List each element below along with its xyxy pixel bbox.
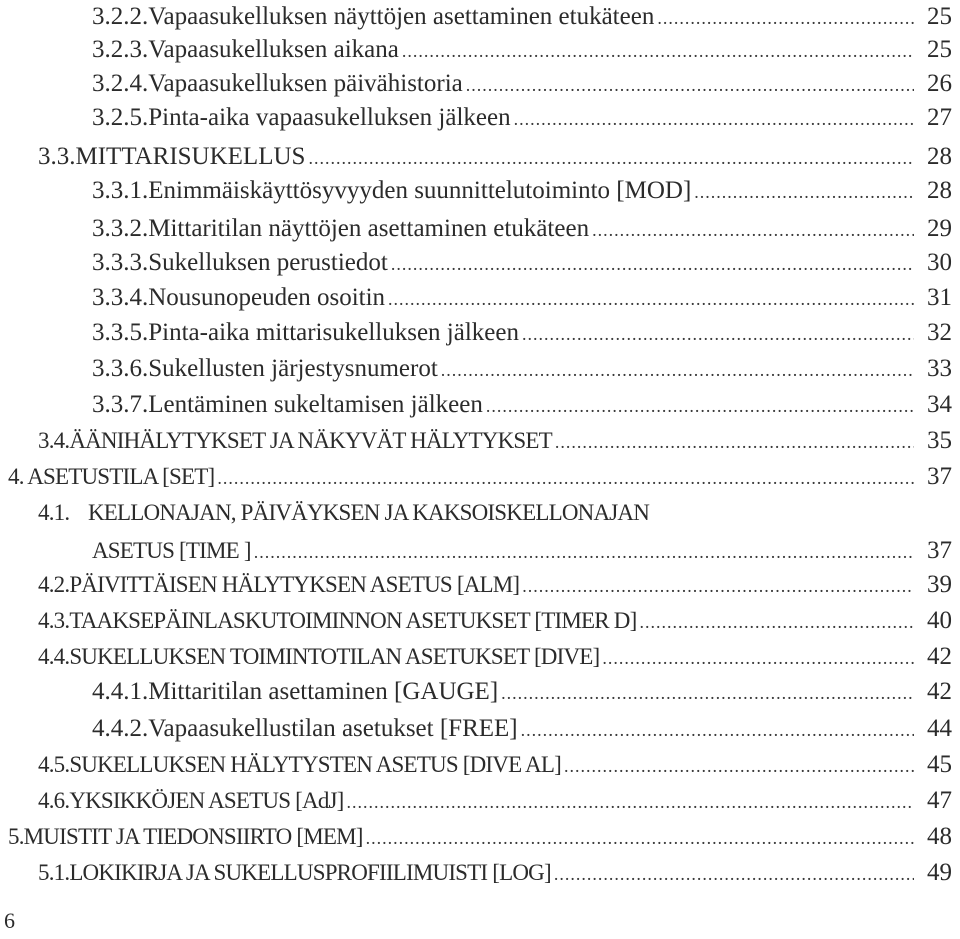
toc-entry xyxy=(38,640,952,674)
toc-entry-number: 4.1. xyxy=(38,500,70,525)
dot-leader xyxy=(501,676,914,710)
dot-leader xyxy=(602,641,914,675)
toc-entry xyxy=(8,460,952,494)
toc-entry-page: 37 xyxy=(927,537,952,564)
toc-entry-number: 4.5. xyxy=(38,752,70,777)
toc-entry xyxy=(92,388,952,422)
toc-entry-page: 44 xyxy=(927,715,952,742)
page-number: 6 xyxy=(4,908,15,933)
toc-entry xyxy=(92,534,952,568)
toc-entry-title: Vapaasukellustilan asetukset [FREE] xyxy=(148,715,518,742)
dot-leader xyxy=(514,102,914,136)
toc-entry-number: 4.2. xyxy=(38,572,70,597)
toc-entry xyxy=(92,246,952,280)
toc-entry-page: 25 xyxy=(927,3,952,30)
toc-entry xyxy=(92,316,952,350)
toc-entry xyxy=(92,212,952,246)
toc-entry-page: 49 xyxy=(927,859,952,886)
toc-entry-title: Lentäminen sukeltamisen jälkeen xyxy=(148,391,483,418)
toc-entry-title: Vapaasukelluksen näyttöjen asettaminen etukäteen xyxy=(148,3,655,30)
toc-entry xyxy=(92,675,952,709)
toc-entry xyxy=(38,856,952,890)
dot-leader xyxy=(388,282,914,316)
toc-entry-page: 42 xyxy=(927,643,952,670)
toc-entry-number: 3.2.2. xyxy=(92,3,149,30)
toc-entry-page: 34 xyxy=(927,391,952,418)
toc-entry-title: SUKELLUKSEN HÄLYTYSTEN ASETUS [DIVE AL] xyxy=(69,752,561,777)
toc-entry-number: 3.3.7. xyxy=(92,391,149,418)
dot-leader xyxy=(402,34,914,68)
toc-entry xyxy=(38,604,952,638)
toc-entry-number: 4.4.1. xyxy=(92,678,149,705)
dot-leader xyxy=(639,605,914,639)
toc-entry-title: Sukelluksen perustiedot xyxy=(148,249,388,276)
toc-entry-page: 29 xyxy=(927,215,952,242)
toc-entry xyxy=(92,281,952,315)
toc-entry-number: 3.3.1. xyxy=(92,177,149,204)
toc-entry-title: ASETUS [TIME ] xyxy=(92,538,251,563)
toc-entry-title: TAAKSEPÄINLASKUTOIMINNON ASETUKSET [TIMER D] xyxy=(69,608,637,633)
dot-leader xyxy=(592,213,914,247)
toc-entry-page: 26 xyxy=(927,70,952,97)
toc-entry-title: MITTARISUKELLUS xyxy=(75,143,306,170)
toc-entry-title: ASETUSTILA [SET] xyxy=(27,464,215,489)
dot-leader xyxy=(347,785,914,819)
toc-entry-title: PÄIVITTÄISEN HÄLYTYKSEN ASETUS [ALM] xyxy=(69,572,520,597)
toc-entry-title: ÄÄNIHÄLYTYKSET JA NÄKYVÄT HÄLYTYKSET xyxy=(69,428,552,453)
toc-entry-number: 4.4. xyxy=(38,644,70,669)
toc-entry-title: KELLONAJAN, PÄIVÄYKSEN JA KAKSOISKELLONAJAN xyxy=(88,500,650,525)
toc-entry-number: 4.3. xyxy=(38,608,70,633)
toc-entry xyxy=(92,101,952,135)
toc-entry-title: MUISTIT JA TIEDONSIIRTO [MEM] xyxy=(23,824,363,849)
dot-leader xyxy=(254,535,914,569)
dot-leader xyxy=(308,141,914,175)
toc-entry xyxy=(92,352,952,386)
toc-entry-number: 3.3.6. xyxy=(92,355,149,382)
dot-leader xyxy=(522,569,914,603)
toc-entry xyxy=(38,496,952,530)
toc-entry-page: 25 xyxy=(927,36,952,63)
toc-entry-number: 3.3.3. xyxy=(92,249,149,276)
toc-entry xyxy=(92,174,952,208)
toc-entry-page: 47 xyxy=(927,787,952,814)
toc-entry-page: 42 xyxy=(927,678,952,705)
toc-entry-page: 39 xyxy=(927,571,952,598)
toc-entry xyxy=(38,748,952,782)
toc-entry-number: 3.3.2. xyxy=(92,215,149,242)
dot-leader xyxy=(366,821,914,855)
toc-entry-title: SUKELLUKSEN TOIMINTOTILAN ASETUKSET [DIVE] xyxy=(69,644,600,669)
dot-leader xyxy=(555,425,914,459)
toc-entry-number: 3.3.4. xyxy=(92,284,149,311)
toc-entry-title: Sukellusten järjestysnumerot xyxy=(148,355,438,382)
dot-leader xyxy=(694,175,914,209)
toc-entry xyxy=(92,712,952,746)
toc-entry-number: 4.6. xyxy=(38,788,70,813)
toc-entry-title: Mittaritilan asettaminen [GAUGE] xyxy=(148,678,499,705)
toc-entry-page: 37 xyxy=(927,463,952,490)
toc-entry-title: Pinta-aika mittarisukelluksen jälkeen xyxy=(148,319,519,346)
toc-entry xyxy=(38,424,952,458)
toc-entry-page: 30 xyxy=(927,249,952,276)
dot-leader xyxy=(554,857,914,891)
toc-entry-page: 45 xyxy=(927,751,952,778)
toc-entry-number: 3.3. xyxy=(38,143,76,170)
toc-entry-number: 4.4.2. xyxy=(92,715,149,742)
toc-entry-number: 3.2.4. xyxy=(92,70,149,97)
toc-entry xyxy=(92,0,952,34)
toc-entry-title: Vapaasukelluksen päivähistoria xyxy=(148,70,463,97)
dot-leader xyxy=(391,247,914,281)
toc-entry xyxy=(92,67,952,101)
toc-entry-number: 3.4. xyxy=(38,428,70,453)
toc-entry-title: Pinta-aika vapaasukelluksen jälkeen xyxy=(148,104,511,131)
toc-entry xyxy=(38,568,952,602)
toc-entry xyxy=(92,33,952,67)
toc-entry xyxy=(38,140,952,174)
toc-entry-page: 28 xyxy=(927,177,952,204)
toc-entry-page: 28 xyxy=(927,143,952,170)
toc-entry-page: 31 xyxy=(927,284,952,311)
toc-entry xyxy=(38,784,952,818)
dot-leader xyxy=(441,353,914,387)
toc-entry-title: Enimmäiskäyttösyvyyden suunnittelutoiminto [MOD] xyxy=(148,177,692,204)
dot-leader xyxy=(522,317,914,351)
toc-entry-title: Vapaasukelluksen aikana xyxy=(148,36,399,63)
toc-entry-page: 48 xyxy=(927,823,952,850)
dot-leader xyxy=(217,461,914,495)
dot-leader xyxy=(564,749,914,783)
dot-leader xyxy=(486,389,914,423)
toc-entry-page: 27 xyxy=(927,104,952,131)
dot-leader xyxy=(466,68,914,102)
toc-entry-page: 32 xyxy=(927,319,952,346)
toc-entry-page: 33 xyxy=(927,355,952,382)
toc-entry-number: 3.2.5. xyxy=(92,104,149,131)
toc-entry-number: 4. xyxy=(8,464,24,489)
dot-leader xyxy=(657,1,914,35)
toc-entry-title: YKSIKKÖJEN ASETUS [AdJ] xyxy=(69,788,344,813)
toc-entry-page: 40 xyxy=(927,607,952,634)
toc-entry-number: 3.2.3. xyxy=(92,36,149,63)
dot-leader xyxy=(521,713,914,747)
toc-entry-number: 5.1. xyxy=(38,860,70,885)
toc-entry-page: 35 xyxy=(927,427,952,454)
toc-entry-number: 3.3.5. xyxy=(92,319,149,346)
toc-entry-title: LOKIKIRJA JA SUKELLUSPROFIILIMUISTI [LOG] xyxy=(69,860,551,885)
toc-entry-title: Mittaritilan näyttöjen asettaminen etukäteen xyxy=(148,215,590,242)
toc-entry xyxy=(8,820,952,854)
toc-entry-number: 5. xyxy=(8,824,24,849)
toc-entry-title: Nousunopeuden osoitin xyxy=(148,284,386,311)
